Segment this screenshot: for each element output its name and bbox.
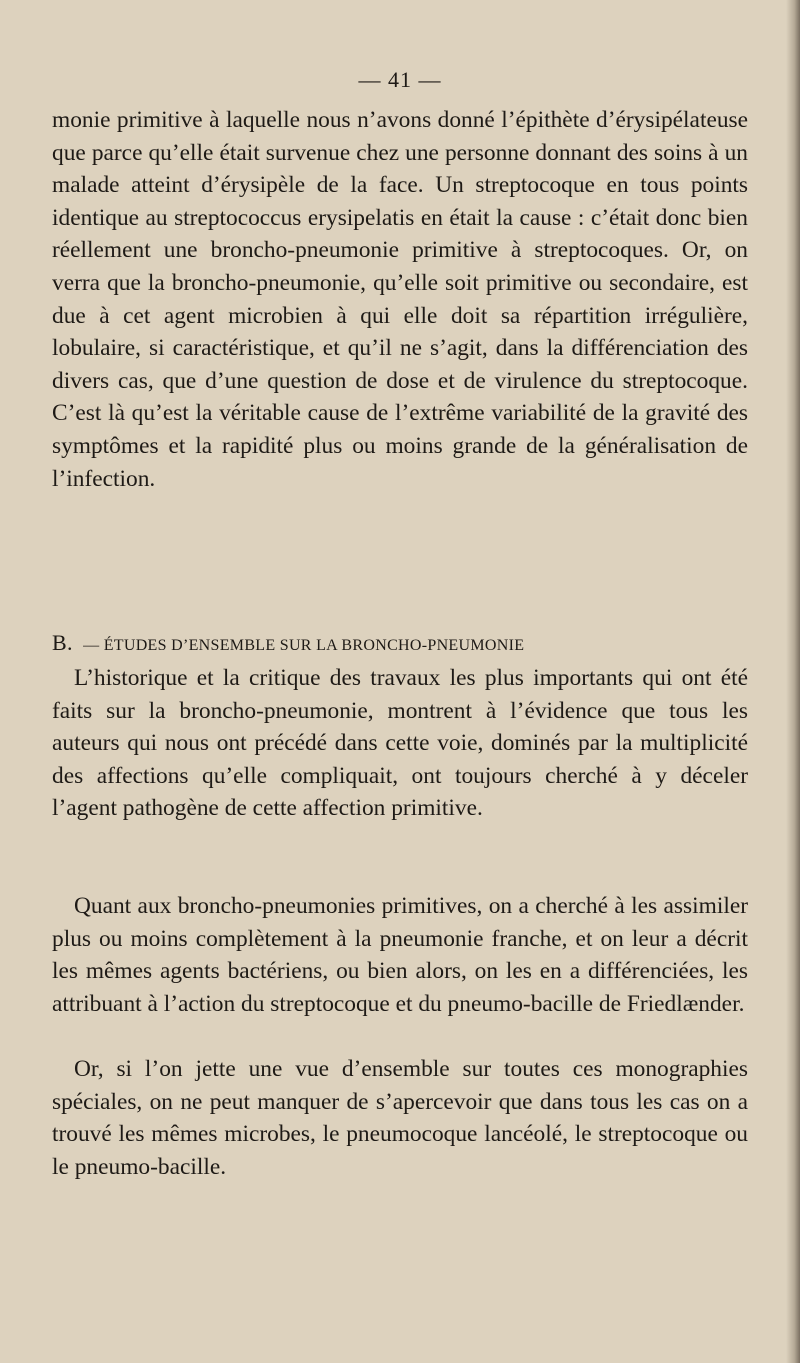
section-letter: B. xyxy=(52,630,73,655)
paragraph-3: Quant aux broncho-pneumonies primitives, on a cherché à les assimiler plus ou moins complètement à la pneumonie franche, et on leur a décrit les mêmes agents bactériens, ou bien alors, on les en a différenciées, les attribuant à l’action du streptocoque et du pneumo-bacille de Friedlænder. xyxy=(52,893,748,1017)
section-title: — ÉTUDES D’ENSEMBLE SUR LA BRONCHO-PNEUMONIE xyxy=(83,637,525,654)
page-edge-shadow xyxy=(786,0,800,1363)
section-heading xyxy=(52,632,748,657)
paragraph-4: Or, si l’on jette une vue d’ensemble sur toutes ces monographies spéciales, on ne peut manquer de s’apercevoir que dans tous les cas on a trouvé les mêmes microbes, le pneumocoque lancéolé, le streptocoque ou le pneumo-bacille. xyxy=(52,1056,748,1180)
paragraph-1: monie primitive à laquelle nous n’avons donné l’épithète d’érysipélateuse que parce qu’elle était survenue chez une personne donnant des soins à un malade atteint d’érysipèle de la face. Un streptocoque en tous points identique au streptococcus erysipelatis en était la cause : c’était donc bien réellement une broncho-pneumonie primitive à streptocoques. Or, on verra que la broncho-pneumonie, qu’elle soit primitive ou secondaire, est due à cet agent microbien à qui elle doit sa répartition irrégulière, lobulaire, si caractéristique, et qu’il ne s’agit, dans la différenciation des divers cas, que d’une question de dose et de virulence du streptocoque. C’est là qu’est la véritable cause de l’extrême variabilité de la gravité des symptômes et la rapidité plus ou moins grande de la généralisation de l’infection. xyxy=(52,107,748,492)
page-number: — 41 — xyxy=(358,67,442,92)
paragraph-2: L’historique et la critique des travaux les plus importants qui ont été faits sur la broncho-pneumonie, montrent à l’évidence que tous les auteurs qui nous ont précédé dans cette voie, dominés par la multiplicité des affections qu’elle compliquait, ont toujours cherché à y déceler l’agent pathogène de cette affection primitive. xyxy=(52,665,748,822)
